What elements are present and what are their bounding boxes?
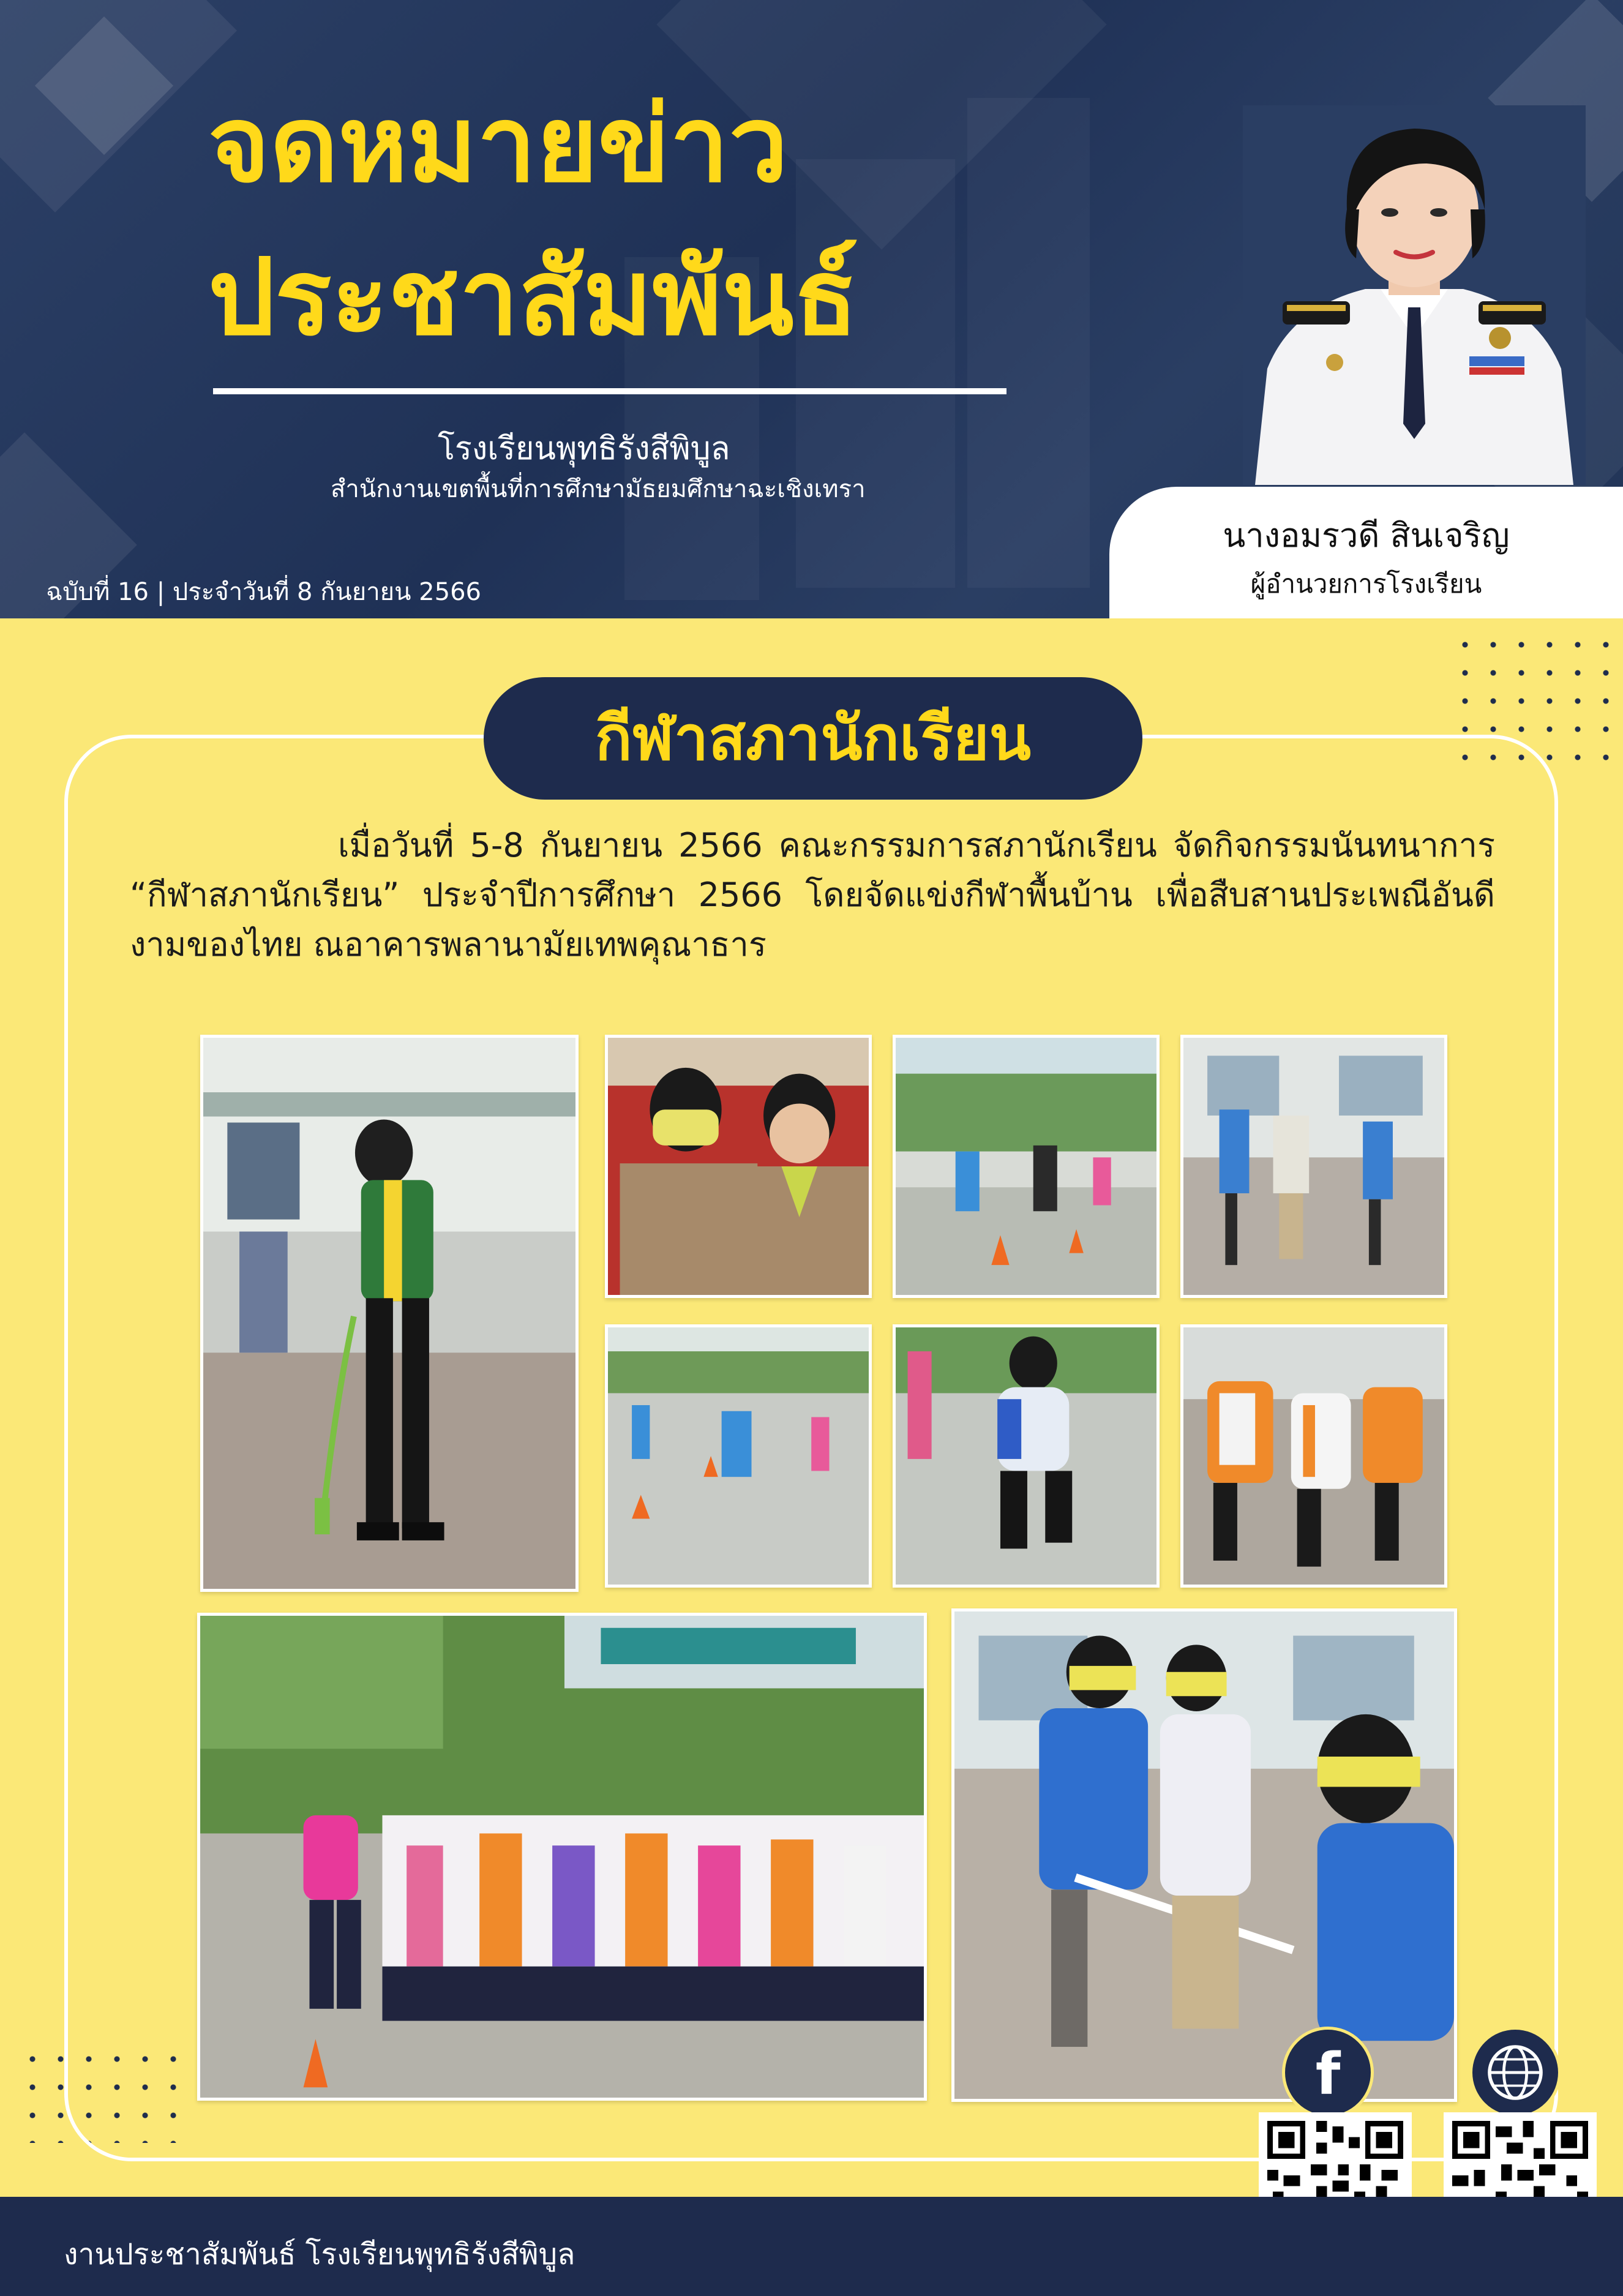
globe-icon[interactable] <box>1469 2027 1561 2118</box>
article-paragraph: เมื่อวันที่ 5-8 กันยายน 2566 คณะกรรมการสภานักเรียน จัดกิจกรรมนันทนาการ “กีฬาสภานักเรียน” ประจำปีการศึกษา 2566 โดยจัดแข่งกีฬาพื้นบ้าน เพื่อสืบสานประเพณีอันดีงามของไทย ณอาคารพลานามัยเทพคุณาธาร <box>130 826 1495 964</box>
photo-outdoor-race <box>893 1035 1160 1298</box>
director-name: นางอมรวดี สินเจริญ <box>1223 516 1510 555</box>
office-name: สำนักงานเขตพื้นที่การศึกษามัธยมศึกษาฉะเชิงเทรา <box>331 475 866 503</box>
title-divider <box>213 388 1006 394</box>
newsletter-title-line1: จดหมายข่าว <box>208 83 789 206</box>
decor-building <box>796 159 955 588</box>
section-title-pill <box>484 677 1142 800</box>
newsletter-title-line2: ประชาสัมพันธ์ <box>208 236 858 359</box>
photo-running-court <box>605 1324 872 1588</box>
school-name: โรงเรียนพุทธิรังสีพิบูล <box>438 430 730 467</box>
photo-indoor-tail-game <box>1180 1035 1447 1298</box>
footer-bar <box>0 2197 1623 2296</box>
facebook-icon[interactable] <box>1282 2027 1374 2118</box>
photo-crowd-game <box>197 1613 927 2101</box>
issue-info: ฉบับที่ 16 | ประจำวันที่ 8 กันยายน 2566 <box>46 578 481 606</box>
photo-student-tail-race <box>200 1035 579 1592</box>
director-portrait <box>1243 105 1586 485</box>
photo-blindfold-walk <box>951 1608 1457 2102</box>
decor-building <box>967 98 1090 588</box>
section-title: กีฬาสภานักเรียน <box>595 702 1031 774</box>
photo-orange-team <box>1180 1324 1447 1588</box>
photo-blindfold-scouts <box>605 1035 872 1298</box>
director-role: ผู้อำนวยการโรงเรียน <box>1250 569 1482 599</box>
header-banner <box>0 0 1623 618</box>
director-panel <box>1109 487 1623 618</box>
footer-text: งานประชาสัมพันธ์ โรงเรียนพุทธิรังสีพิบูล <box>64 2237 575 2272</box>
svg-text:f: f <box>1315 2041 1341 2108</box>
photo-runner-jersey <box>893 1324 1160 1588</box>
